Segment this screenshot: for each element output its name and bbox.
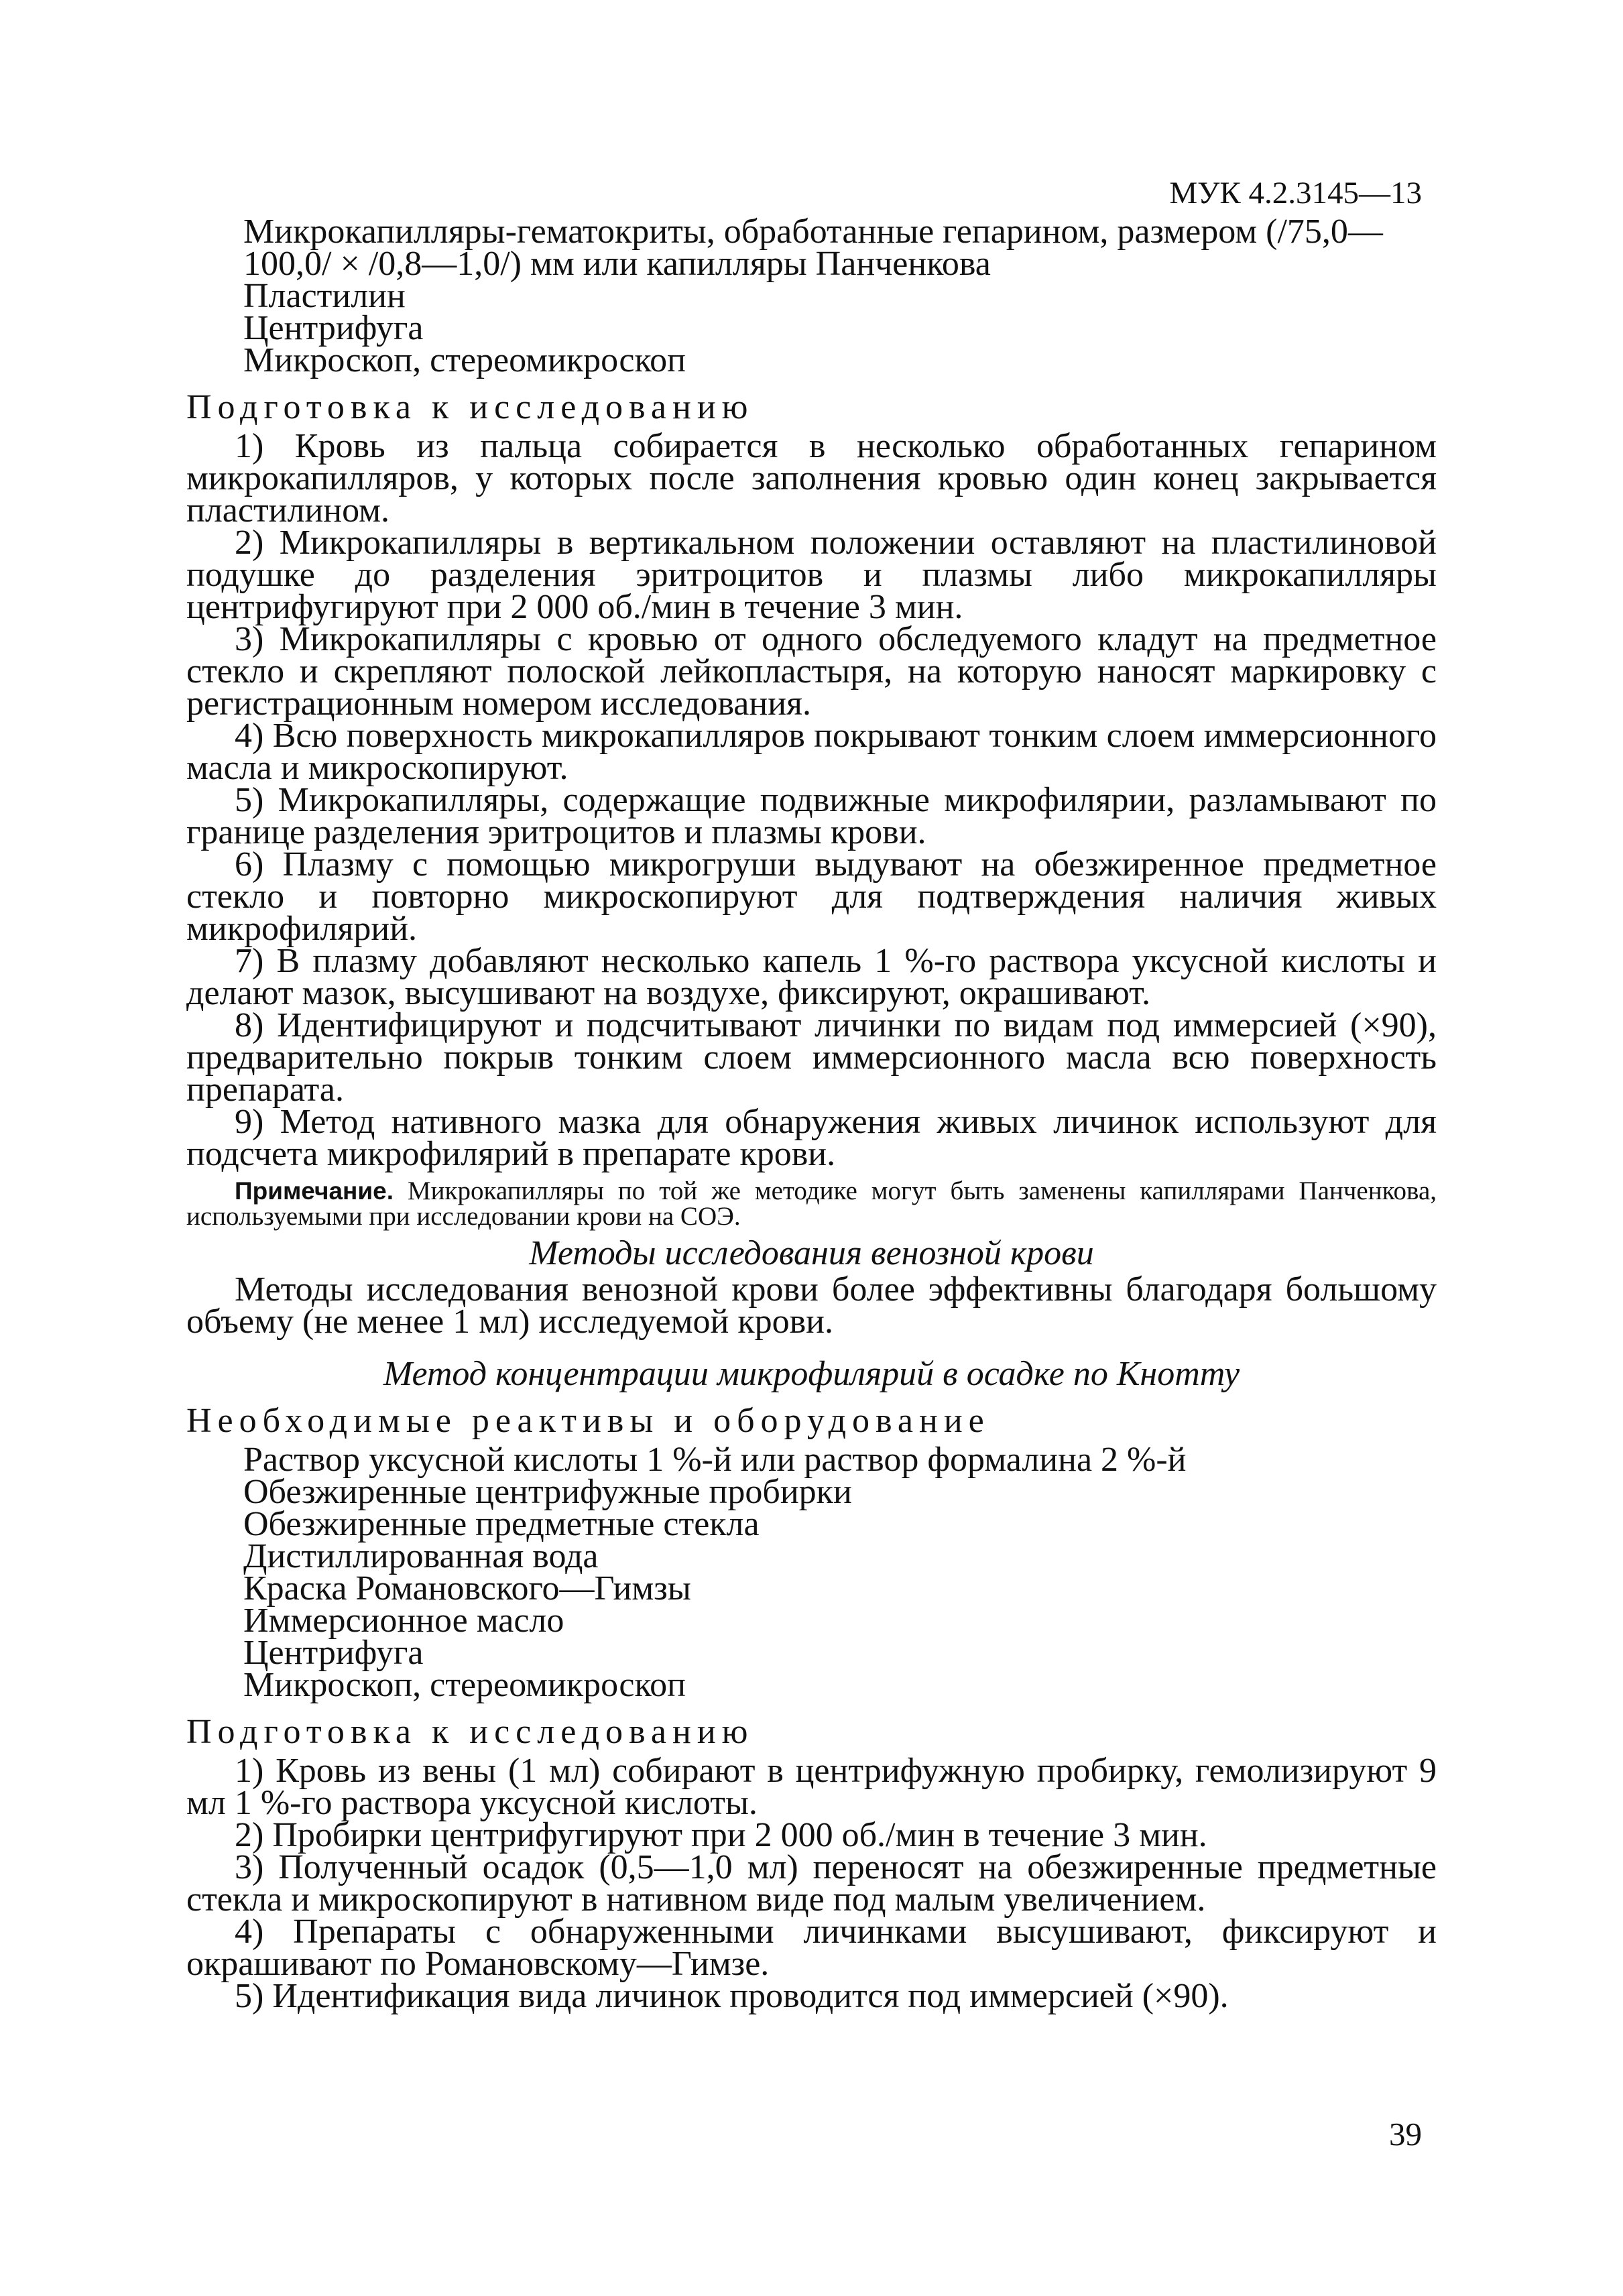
venous-methods-text: Методы исследования венозной крови более эффективны благодаря большому объему (не менее 1 мл) исследуемой крови.: [186, 1270, 1437, 1341]
list-item: Микроскоп, стереомикроскоп: [243, 1666, 686, 1704]
reagents-list: [186, 1441, 1437, 1704]
step-item: 9) Метод нативного мазка для обнаружения живых личинок используют для подсчета микрофилярий в препарате крови.: [186, 1103, 1437, 1173]
venous-methods-title: Методы исследования венозной крови: [529, 1234, 1094, 1272]
list-item: Краска Романовского—Гимзы: [243, 1569, 691, 1608]
section-heading-reagents: Необходимые реактивы и оборудование: [186, 1402, 990, 1440]
section-heading-prep-2: Подготовка к исследованию: [186, 1713, 754, 1751]
list-item: Пластилин: [243, 277, 406, 315]
list-item: 100,0/ × /0,8—1,0/) мм или капилляры Панченкова: [243, 245, 991, 283]
step-item: 1) Кровь из пальца собирается в несколько обработанных гепарином микрокапилляров, у которых после заполнения кровью один конец закрывается пластилином.: [186, 427, 1437, 530]
step-item: 3) Микрокапилляры с кровью от одного обследуемого кладут на предметное стекло и скрепляют полоской лейкопластыря, на которую наносят маркировку с регистрационным номером исследования.: [186, 620, 1437, 723]
list-item: Обезжиренные предметные стекла: [243, 1505, 760, 1543]
step-item: 1) Кровь из вены (1 мл) собирают в центрифужную пробирку, гемолизируют 9 мл 1 %-го раствора уксусной кислоты.: [186, 1752, 1437, 1822]
step-item: 3) Полученный осадок (0,5—1,0 мл) переносят на обезжиренные предметные стекла и микроскопируют в нативном виде под малым увеличением.: [186, 1848, 1437, 1919]
note-paragraph: [186, 1176, 1437, 1231]
list-item: Центрифуга: [243, 1634, 424, 1672]
list-item: Центрифуга: [243, 309, 424, 347]
note-label: Примечание.: [235, 1177, 394, 1205]
list-item: Микрокапилляры-гематокриты, обработанные гепарином, размером (/75,0—: [243, 213, 1383, 251]
page-number: 39: [1389, 2116, 1422, 2153]
step-item: 8) Идентифицируют и подсчитывают личинки по видам под иммерсией (×90), предварительно покрыв тонким слоем иммерсионного масла всю поверхность препарата.: [186, 1006, 1437, 1109]
knott-method-title: Метод концентрации микрофилярий в осадке по Кнотту: [383, 1355, 1240, 1393]
step-item: 7) В плазму добавляют несколько капель 1 %-го раствора уксусной кислоты и делают мазок, высушивают на воздухе, фиксируют, окрашивают.: [186, 942, 1437, 1012]
list-item: Иммерсионное масло: [243, 1602, 564, 1640]
step-item: 6) Плазму с помощью микрогруши выдувают на обезжиренное предметное стекло и повторно микроскопируют для подтверждения наличия живых микрофилярий.: [186, 845, 1437, 948]
step-item: 5) Идентификация вида личинок проводится под иммерсией (×90).: [235, 1977, 1229, 2015]
note-text: Микрокапилляры по той же методике могут быть заменены капиллярами Панченкова, используемыми при исследовании крови на СОЭ.: [186, 1176, 1437, 1231]
step-item: 4) Препараты с обнаруженными личинками высушивают, фиксируют и окрашивают по Романовскому—Гимзе.: [186, 1913, 1437, 1983]
step-item: 2) Микрокапилляры в вертикальном положении оставляют на пластилиновой подушке до разделения эритроцитов и плазмы либо микрокапилляры центрифугируют при 2 000 об./мин в течение 3 мин.: [186, 524, 1437, 626]
page-body: [186, 213, 1437, 2015]
step-item: 5) Микрокапилляры, содержащие подвижные микрофилярии, разламывают по границе разделения эритроцитов и плазмы крови.: [186, 781, 1437, 851]
steps-list-1: [186, 427, 1437, 1173]
document-code: МУК 4.2.3145—13: [1169, 176, 1422, 210]
steps-list-2: [186, 1752, 1437, 2015]
list-item: Раствор уксусной кислоты 1 %-й или раствор формалина 2 %-й: [243, 1441, 1187, 1479]
equipment-list-1: [186, 213, 1437, 379]
list-item: Обезжиренные центрифужные пробирки: [243, 1473, 852, 1511]
step-item: 2) Пробирки центрифугируют при 2 000 об./мин в течение 3 мин.: [235, 1816, 1207, 1854]
list-item: Микроскоп, стереомикроскоп: [243, 341, 686, 379]
section-heading-prep-1: Подготовка к исследованию: [186, 388, 754, 426]
step-item: 4) Всю поверхность микрокапилляров покрывают тонким слоем иммерсионного масла и микроскопируют.: [186, 717, 1437, 787]
list-item: Дистиллированная вода: [243, 1537, 599, 1575]
